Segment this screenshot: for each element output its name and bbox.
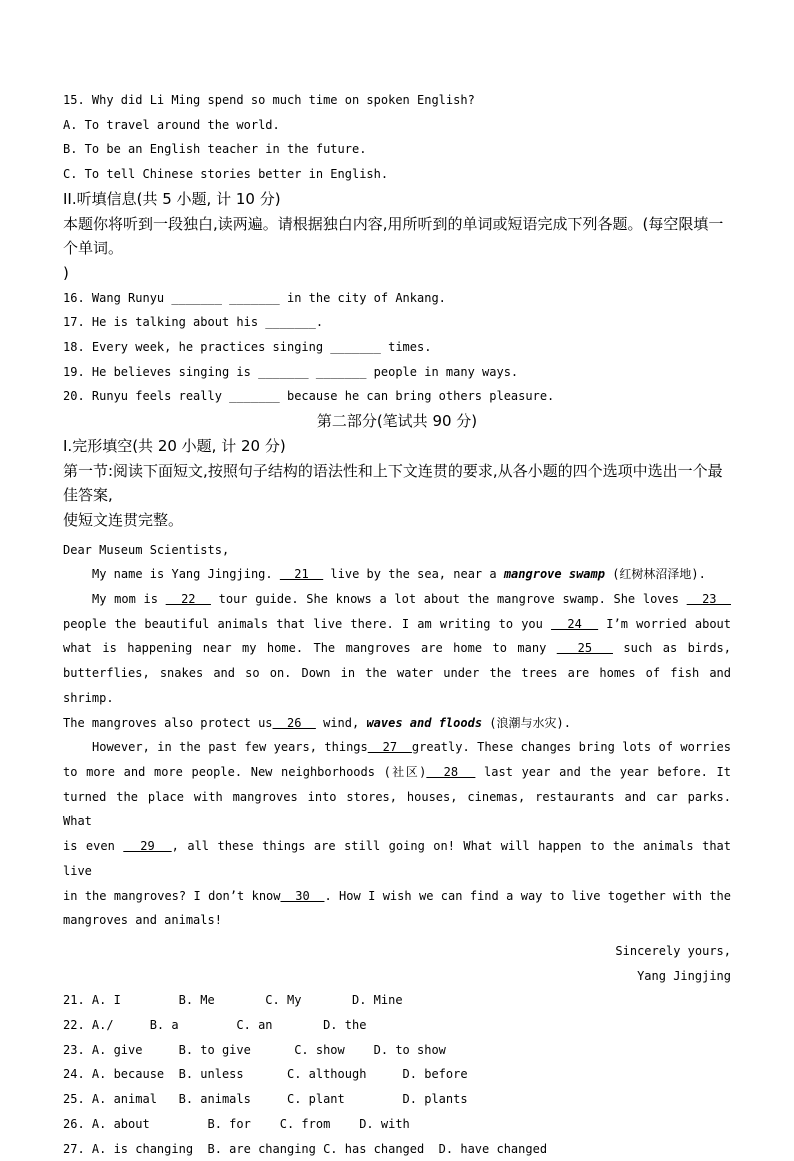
mc-question-line: 26. A. about B. for C. from D. with	[63, 1116, 410, 1131]
letter-line	[63, 612, 731, 637]
cloze-instructions	[63, 459, 731, 533]
letter-line	[63, 884, 731, 909]
letter-text: (浪潮与水灾).	[482, 715, 571, 730]
letter-text: such as birds,	[612, 641, 731, 656]
fill-in-question: 20. Runyu feels really _______ because he can bring others pleasure.	[63, 389, 555, 404]
cloze-blank: 21	[279, 567, 324, 582]
question-15-text: 15. Why did Li Ming spend so much time on spoken English?	[63, 93, 475, 107]
letter-text: I’m worried about	[598, 616, 731, 631]
section-ii-instructions-line: 本题你将听到一段独白,读两遍。请根据独白内容,用所听到的单词或短语完成下列各题。(每空限填一个单词。	[63, 214, 724, 258]
letter-text: However, in the past few years, things	[92, 740, 368, 755]
letter-text: people the beautiful animals that live there. I am writing to you	[63, 616, 552, 631]
letter-text: turned the place with mangroves into stores, houses, cinemas, restaurants and car parks. What	[63, 789, 739, 829]
letter-line	[63, 760, 731, 785]
letter-line	[63, 711, 731, 736]
cloze-letter	[63, 538, 739, 933]
letter-text: tour guide. She knows a lot about the mangrove swamp. She loves	[210, 592, 687, 607]
question-15-options	[63, 113, 731, 187]
part2-heading: 第二部分(笔试共 90 分)	[316, 412, 478, 431]
letter-signature-line: Yang Jingjing	[637, 968, 731, 983]
letter-line	[63, 636, 731, 661]
letter-text: The mangroves also protect us	[63, 715, 273, 730]
question-15-option: B. To be an English teacher in the future.	[63, 142, 367, 157]
cloze-blank: 29	[123, 839, 172, 854]
mc-question-line: 23. A. give B. to give C. show D. to show	[63, 1042, 446, 1057]
letter-line	[63, 834, 739, 883]
cloze-instructions-line: 第一节:阅读下面短文,按照句子结构的语法性和上下文连贯的要求,从各小题的四个选项中选出一个最佳答案,	[63, 461, 723, 505]
letter-text: last year and the year before. It	[475, 764, 731, 779]
letter-line	[63, 587, 731, 612]
fill-in-question: 17. He is talking about his _______.	[63, 315, 324, 330]
letter-text: butterflies, snakes and so on. Down in the water under the trees are homes of fish and shrimp.	[63, 666, 739, 705]
letter-signature-line: Sincerely yours,	[615, 943, 731, 958]
fill-in-question: 16. Wang Runyu _______ _______ in the city of Ankang.	[63, 290, 446, 305]
cloze-blank: 22	[165, 592, 211, 607]
emphasized-term: mangrove swamp	[503, 567, 605, 582]
letter-text: live by the sea, near a	[323, 567, 504, 582]
section-ii-heading: II.听填信息(共 5 小题, 计 10 分)	[63, 189, 281, 208]
fill-in-question: 19. He believes singing is _______ _______ people in many ways.	[63, 364, 519, 379]
section-ii-instructions	[63, 212, 731, 286]
letter-text: , all these things are still going on! What will happen to the animals that live	[63, 839, 739, 878]
letter-text: to more and more people. New neighborhoods (社区)	[63, 764, 427, 779]
mc-question-line: 21. A. I B. Me C. My D. Mine	[63, 993, 403, 1008]
letter-text: in the mangroves? I don’t know	[63, 888, 281, 903]
cloze-blank: 30	[280, 888, 325, 903]
letter-line	[63, 562, 731, 587]
cloze-instructions-line: 使短文连贯完整。	[63, 510, 184, 529]
letter-text: is even	[63, 839, 124, 854]
cloze-blank: 26	[272, 715, 316, 730]
cloze-blank: 24	[551, 616, 599, 631]
letter-line	[63, 735, 731, 760]
fill-in-question: 18. Every week, he practices singing _______ times.	[63, 340, 432, 355]
mc-question-line: 25. A. animal B. animals C. plant D. plants	[63, 1092, 468, 1107]
letter-line	[63, 908, 731, 933]
letter-text: Dear Museum Scientists,	[63, 542, 230, 557]
letter-text: My name is Yang Jingjing.	[92, 567, 280, 582]
fill-in-questions	[63, 286, 731, 410]
letter-text: My mom is	[92, 592, 166, 607]
letter-signature	[63, 939, 731, 988]
mc-question-line: 27. A. is changing B. are changing C. has changed D. have changed	[63, 1141, 548, 1156]
emphasized-term: waves and floods	[366, 715, 483, 730]
question-15-option: A. To travel around the world.	[63, 117, 280, 132]
cloze-section-heading: I.完形填空(共 20 小题, 计 20 分)	[63, 436, 286, 455]
question-15-option: C. To tell Chinese stories better in English.	[63, 167, 389, 182]
cloze-blank: 28	[426, 764, 476, 779]
mc-questions	[63, 988, 731, 1161]
letter-line	[63, 661, 739, 710]
letter-text: wind,	[315, 715, 367, 730]
cloze-blank: 27	[367, 740, 412, 755]
section-ii-instructions-line: )	[63, 263, 69, 282]
mc-question-line: 24. A. because B. unless C. although D. before	[63, 1067, 468, 1082]
mc-question-line: 22. A./ B. a C. an D. the	[63, 1018, 367, 1033]
letter-line	[63, 785, 739, 834]
letter-text: . How I wish we can find a way to live together with the	[324, 888, 731, 903]
cloze-blank: 23	[686, 592, 731, 607]
letter-text: mangroves and animals!	[63, 913, 222, 928]
letter-text: what is happening near my home. The mangroves are home to many	[63, 641, 557, 656]
letter-text: greatly. These changes bring lots of worries	[411, 740, 731, 755]
letter-line	[63, 538, 731, 563]
cloze-blank: 25	[556, 641, 613, 656]
letter-text: (红树林沼泽地).	[604, 567, 706, 582]
